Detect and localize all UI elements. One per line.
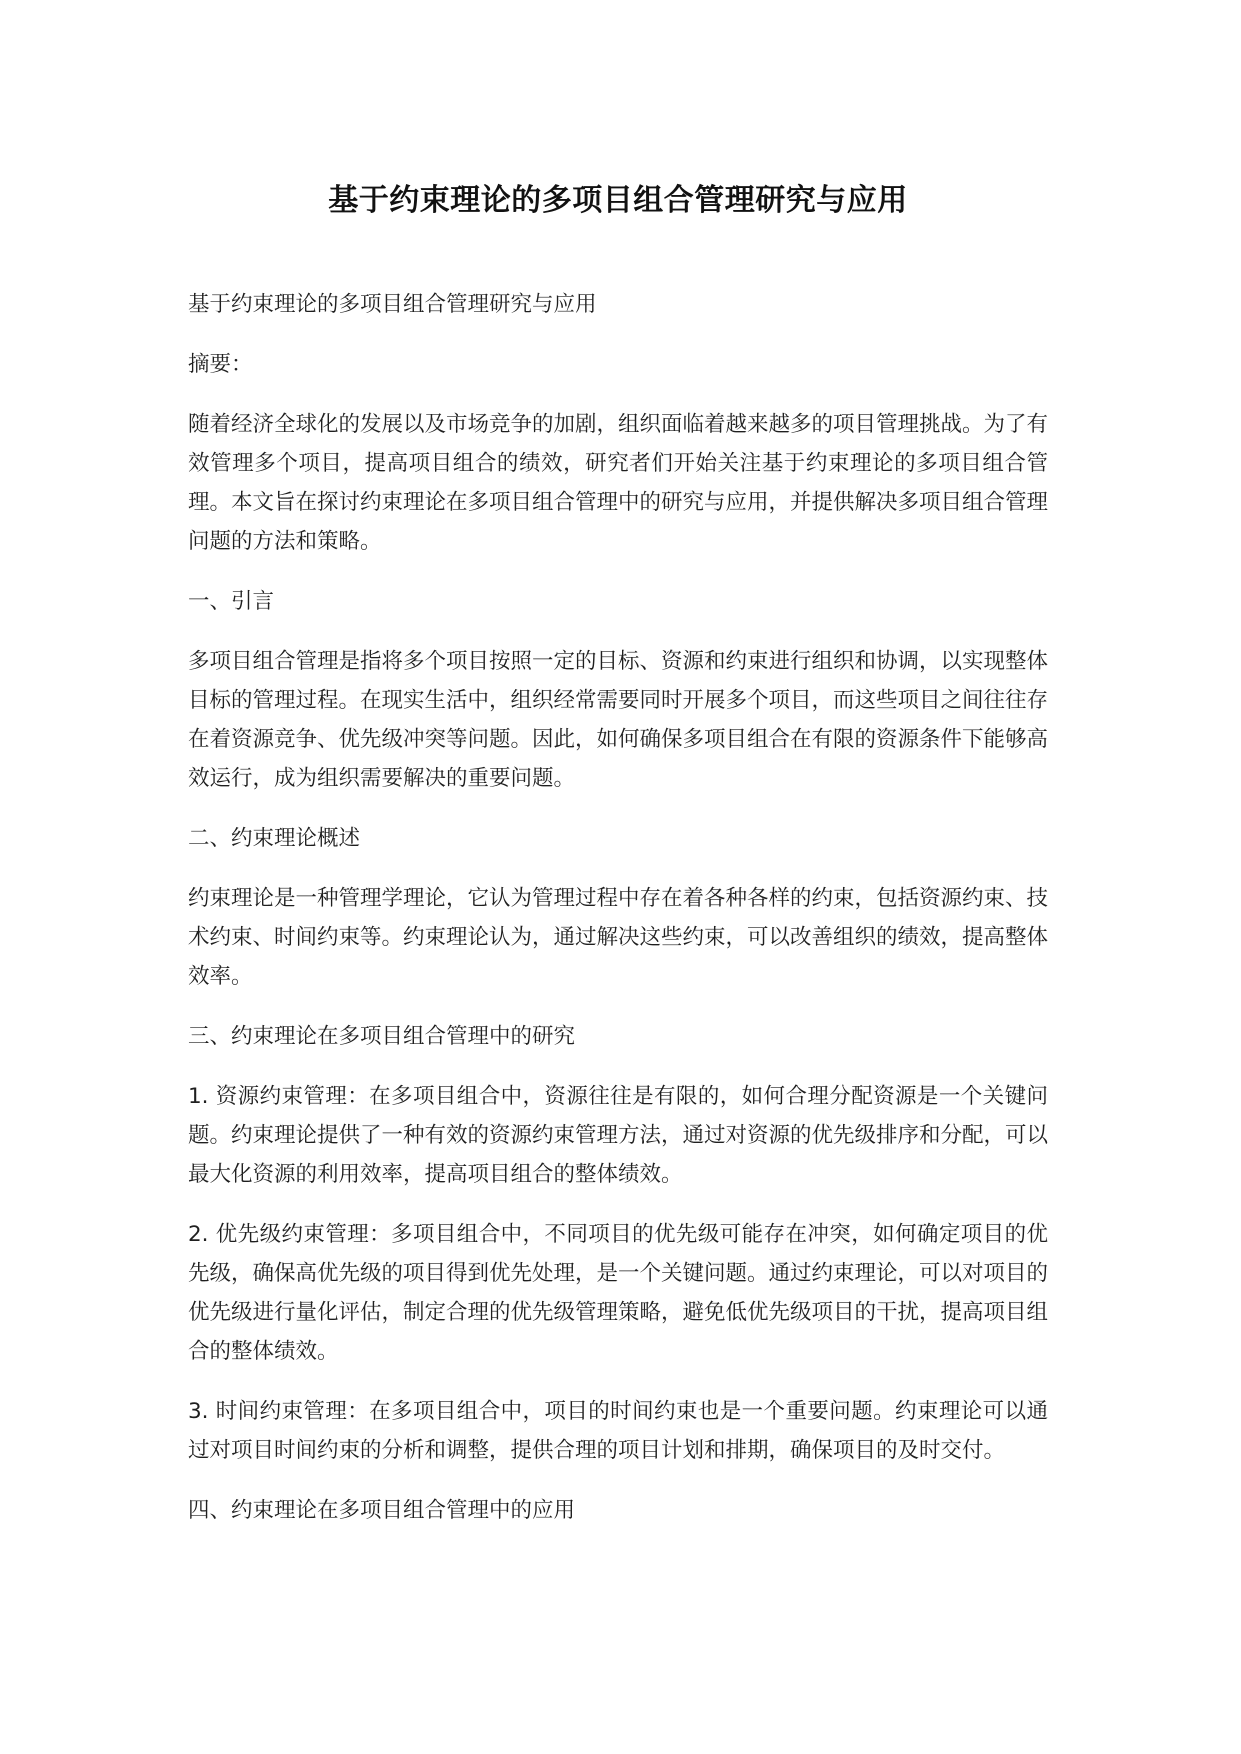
research-item-priority: 2. 优先级约束管理：多项目组合中，不同项目的优先级可能存在冲突，如何确定项目的优先级，确保高优先级的项目得到优先处理，是一个关键问题。通过约束理论，可以对项目的优先级进行量化评估，制定合理的优先级管理策略，避免低优先级项目的干扰，提高项目组合的整体绩效。	[188, 1222, 1049, 1364]
section-paragraph-intro: 多项目组合管理是指将多个项目按照一定的目标、资源和约束进行组织和协调，以实现整体目标的管理过程。在现实生活中，组织经常需要同时开展多个项目，而这些项目之间往往存在着资源竞争、优先级冲突等问题。因此，如何确保多项目组合在有限的资源条件下能够高效运行，成为组织需要解决的重要问题。	[188, 649, 1049, 791]
section-paragraph-toc-overview: 约束理论是一种管理学理论，它认为管理过程中存在着各种各样的约束，包括资源约束、技术约束、时间约束等。约束理论认为，通过解决这些约束，可以改善组织的绩效，提高整体效率。	[188, 886, 1049, 989]
abstract-paragraph: 随着经济全球化的发展以及市场竞争的加剧，组织面临着越来越多的项目管理挑战。为了有效管理多个项目，提高项目组合的绩效，研究者们开始关注基于约束理论的多项目组合管理。本文旨在探讨约束理论在多项目组合管理中的研究与应用，并提供解决多项目组合管理问题的方法和策略。	[188, 412, 1049, 554]
abstract-label: 摘要：	[188, 352, 253, 377]
research-item-resource: 1. 资源约束管理：在多项目组合中，资源往往是有限的，如何合理分配资源是一个关键问题。约束理论提供了一种有效的资源约束管理方法，通过对资源的优先级排序和分配，可以最大化资源的利用效率，提高项目组合的整体绩效。	[188, 1084, 1049, 1187]
section-heading-intro: 一、引言	[188, 589, 275, 614]
section-heading-research: 三、约束理论在多项目组合管理中的研究	[188, 1024, 576, 1049]
section-heading-application: 四、约束理论在多项目组合管理中的应用	[188, 1498, 576, 1523]
section-heading-toc-overview: 二、约束理论概述	[188, 826, 361, 851]
document-body	[188, 285, 1048, 1530]
document-subtitle: 基于约束理论的多项目组合管理研究与应用	[188, 292, 597, 317]
research-item-time: 3. 时间约束管理：在多项目组合中，项目的时间约束也是一个重要问题。约束理论可以通过对项目时间约束的分析和调整，提供合理的项目计划和排期，确保项目的及时交付。	[188, 1399, 1048, 1463]
document-page	[188, 175, 1048, 1551]
document-title: 基于约束理论的多项目组合管理研究与应用	[328, 183, 908, 218]
